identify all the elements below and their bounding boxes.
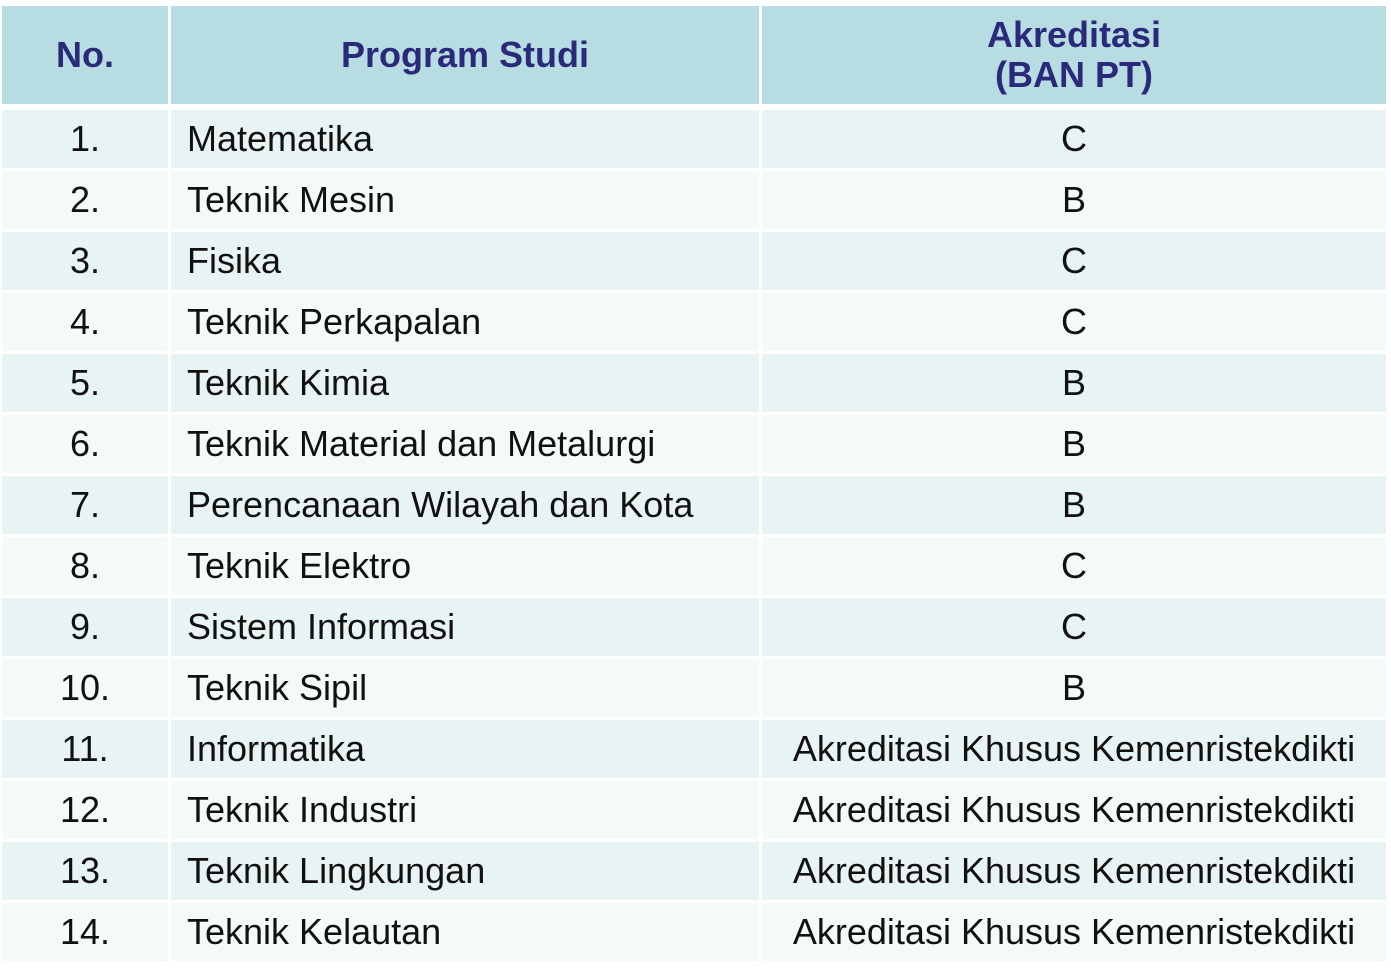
table-row <box>2 415 1386 476</box>
header-program-studi: Program Studi <box>171 6 762 110</box>
row-akreditasi: B <box>762 171 1386 232</box>
header-no: No. <box>2 6 171 110</box>
row-akreditasi: Akreditasi Khusus Kemenristekdikti <box>762 842 1386 903</box>
row-akreditasi: C <box>762 537 1386 598</box>
table-row <box>2 903 1386 964</box>
row-program: Teknik Industri <box>171 781 762 842</box>
row-no: 8. <box>2 537 171 598</box>
row-no: 6. <box>2 415 171 476</box>
header-akreditasi <box>762 6 1386 110</box>
header-akreditasi-line2: (BAN PT) <box>995 54 1153 95</box>
row-no: 3. <box>2 232 171 293</box>
row-program: Teknik Perkapalan <box>171 293 762 354</box>
table-row <box>2 293 1386 354</box>
table-row <box>2 842 1386 903</box>
row-akreditasi: Akreditasi Khusus Kemenristekdikti <box>762 781 1386 842</box>
row-program: Perencanaan Wilayah dan Kota <box>171 476 762 537</box>
row-program: Fisika <box>171 232 762 293</box>
row-program: Informatika <box>171 720 762 781</box>
table-body <box>2 110 1386 964</box>
row-no: 7. <box>2 476 171 537</box>
row-no: 10. <box>2 659 171 720</box>
row-program: Teknik Elektro <box>171 537 762 598</box>
row-program: Teknik Kelautan <box>171 903 762 964</box>
row-no: 1. <box>2 110 171 171</box>
row-akreditasi: B <box>762 476 1386 537</box>
table-row <box>2 659 1386 720</box>
row-program: Teknik Mesin <box>171 171 762 232</box>
row-no: 12. <box>2 781 171 842</box>
accreditation-table <box>2 6 1386 964</box>
table-row <box>2 537 1386 598</box>
row-akreditasi: C <box>762 598 1386 659</box>
row-no: 2. <box>2 171 171 232</box>
table-row <box>2 720 1386 781</box>
header-akreditasi-line1: Akreditasi <box>986 14 1162 55</box>
row-program: Teknik Sipil <box>171 659 762 720</box>
row-akreditasi: B <box>762 415 1386 476</box>
table-row <box>2 476 1386 537</box>
row-no: 4. <box>2 293 171 354</box>
row-akreditasi: C <box>762 232 1386 293</box>
row-akreditasi: Akreditasi Khusus Kemenristekdikti <box>762 903 1386 964</box>
table-row <box>2 232 1386 293</box>
row-program: Teknik Kimia <box>171 354 762 415</box>
table-row <box>2 598 1386 659</box>
row-program: Teknik Lingkungan <box>171 842 762 903</box>
row-no: 5. <box>2 354 171 415</box>
row-akreditasi: B <box>762 354 1386 415</box>
row-akreditasi: Akreditasi Khusus Kemenristekdikti <box>762 720 1386 781</box>
row-program: Sistem Informasi <box>171 598 762 659</box>
row-program: Teknik Material dan Metalurgi <box>171 415 762 476</box>
table-row <box>2 354 1386 415</box>
table-header-row <box>2 6 1386 110</box>
row-program: Matematika <box>171 110 762 171</box>
row-akreditasi: C <box>762 110 1386 171</box>
row-no: 13. <box>2 842 171 903</box>
row-akreditasi: B <box>762 659 1386 720</box>
row-no: 14. <box>2 903 171 964</box>
row-no: 9. <box>2 598 171 659</box>
table-row <box>2 171 1386 232</box>
row-akreditasi: C <box>762 293 1386 354</box>
row-no: 11. <box>2 720 171 781</box>
table-row <box>2 110 1386 171</box>
table-row <box>2 781 1386 842</box>
